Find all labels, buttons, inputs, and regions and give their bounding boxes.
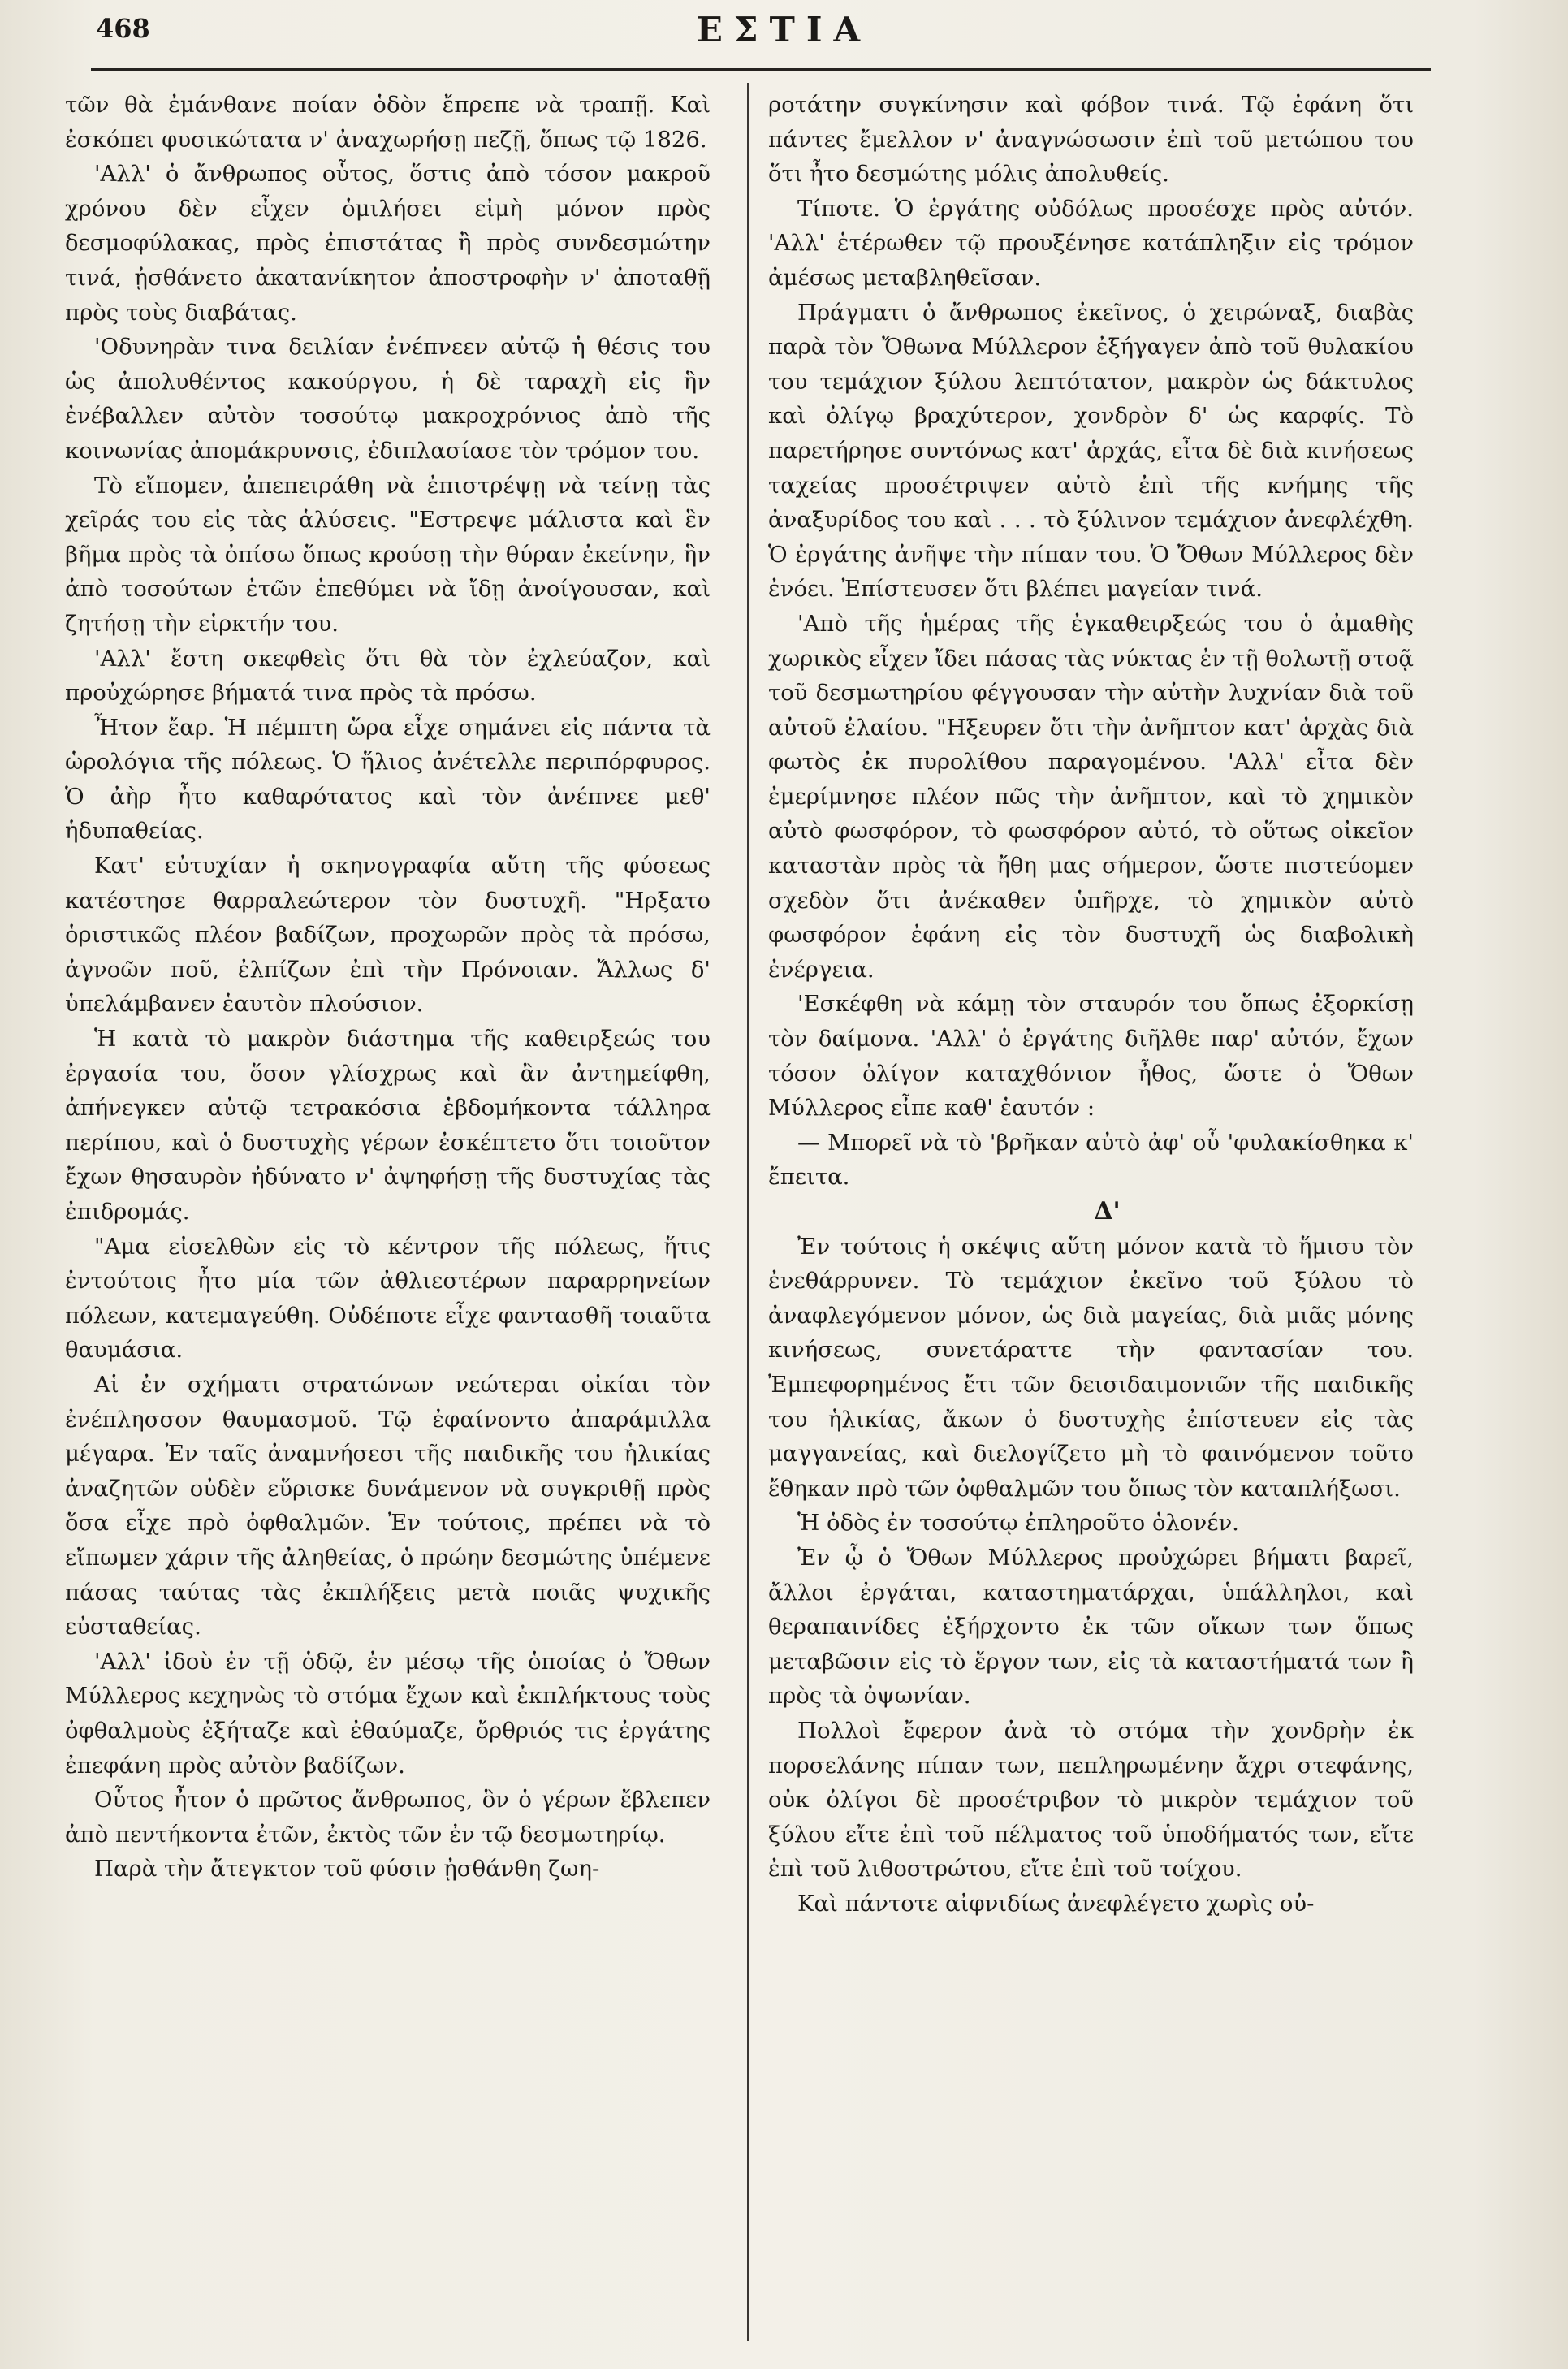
paragraph: Πολλοὶ ἔφερον ἀνὰ τὸ στόμα τὴν χονδρὴν ἐκ πορσελάνης πίπαν των, πεπληρωμένην ἄχρι στεφάνης, οὐκ ὀλίγοι δὲ προσέτριβον τὸ μικρὸν τεμάχιον τοῦ ξύλου εἴτε ἐπὶ τοῦ πέλματος τοῦ ὑποδήματός των, εἴτε ἐπὶ τοῦ λιθοστρώτου, εἴτε ἐπὶ τοῦ τοίχου. bbox=[768, 1717, 1414, 1883]
paragraph: Ἡ ὁδὸς ἐν τοσούτῳ ἐπληροῦτο ὁλονέν. bbox=[797, 1510, 1239, 1537]
right-column bbox=[768, 88, 1414, 1921]
paragraph: Παρὰ τὴν ἄτεγκτον τοῦ φύσιν ᾐσθάνθη ζωη- bbox=[94, 1856, 600, 1883]
paragraph: Κατ' εὐτυχίαν ἡ σκηνογραφία αὕτη τῆς φύσεως κατέστησε θαρραλεώτερον τὸν δυστυχῆ. "Ηρξατο ὁριστικῶς πλέον βαδίζων, προχωρῶν πρὸς τὰ πρόσω, ἀγνοῶν ποῦ, ἐλπίζων ἐπὶ τὴν Πρόνοιαν. Ἄλλως δ' ὑπελάμβανεν ἑαυτὸν πλούσιον. bbox=[65, 853, 711, 1018]
left-column bbox=[65, 88, 711, 1887]
paragraph: τῶν θὰ ἐμάνθανε ποίαν ὁδὸν ἔπρεπε νὰ τραπῇ. Καὶ ἐσκόπει φυσικώτατα ν' ἀναχωρήσῃ πεζῇ, ὅπως τῷ 1826. bbox=[65, 92, 711, 153]
paragraph: Καὶ πάντοτε αἰφνιδίως ἀνεφλέγετο χωρὶς οὐ- bbox=[797, 1890, 1315, 1917]
paragraph: 'Οδυνηρὰν τινα δειλίαν ἐνέπνεεν αὐτῷ ἡ θέσις του ὡς ἀπολυθέντος κακούργου, ἡ δὲ ταραχὴ εἰς ἣν ἐνέβαλλεν αὐτὸν τοσούτῳ μακροχρόνιος ἀπὸ τῆς κοινωνίας ἀπομάκρυνσις, ἐδιπλασίασε τὸν τρόμον του. bbox=[65, 334, 711, 464]
section-marker: Δ' bbox=[1094, 1197, 1121, 1226]
paragraph: Τίποτε. Ὁ ἐργάτης οὐδόλως προσέσχε πρὸς αὐτόν. 'Αλλ' ἑτέρωθεν τῷ προυξένησε κατάπληξιν εἰς τρόμον ἀμέσως μεταβληθεῖσαν. bbox=[768, 195, 1414, 291]
paragraph: 'Αλλ' ἰδοὺ ἐν τῇ ὁδῷ, ἐν μέσῳ τῆς ὁποίας ὁ Ὄθων Μύλλερος κεχηνὼς τὸ στόμα ἔχων καὶ ἐκπλήκτους τοὺς ὀφθαλμοὺς ἐξήταζε καὶ ἐθαύμαζε, ὄρθριός τις ἐργάτης ἐπεφάνη πρὸς αὐτὸν βαδίζων. bbox=[65, 1648, 711, 1779]
page-header bbox=[0, 5, 1568, 62]
dialogue-line: — Μπορεῖ νὰ τὸ 'βρῆκαν αὐτὸ ἀφ' οὗ 'φυλακίσθηκα κ' ἔπειτα. bbox=[768, 1129, 1414, 1191]
paragraph: "Αμα εἰσελθὼν εἰς τὸ κέντρον τῆς πόλεως, ἥτις ἐντούτοις ἦτο μία τῶν ἀθλιεστέρων παραρρηνείων πόλεων, κατεμαγεύθη. Οὐδέποτε εἶχε φαντασθῆ τοιαῦτα θαυμάσια. bbox=[65, 1233, 711, 1364]
paragraph: Ἐν ᾧ ὁ Ὄθων Μύλλερος προὐχώρει βήματι βαρεῖ, ἄλλοι ἐργάται, καταστηματάρχαι, ὑπάλληλοι, καὶ θεραπαινίδες ἐξήρχοντο ἐκ τῶν οἴκων των ὅπως μεταβῶσιν εἰς τὸ ἔργον των, εἰς τὰ καταστήματά των ἢ πρὸς τὰ ὀψωνίαν. bbox=[768, 1544, 1414, 1710]
paragraph: Ἡ κατὰ τὸ μακρὸν διάστημα τῆς καθειρξεώς του ἐργασία του, ὅσον γλίσχρως καὶ ἂν ἀντημείφθη, ἀπήνεγκεν αὐτῷ τετρακόσια ἑβδομήκοντα τάλληρα περίπου, καὶ ὁ δυστυχὴς γέρων ἐσκέπτετο ὅτι τοιοῦτον ἔχων θησαυρὸν ἠδύνατο ν' ἀψηφήσῃ τῆς δυστυχίας τὰς ἐπιδρομάς. bbox=[65, 1026, 711, 1225]
paragraph: 'Αλλ' ἔστη σκεφθεὶς ὅτι θὰ τὸν ἐχλεύαζον, καὶ προὐχώρησε βήματά τινα πρὸς τὰ πρόσω. bbox=[65, 645, 711, 707]
header-rule bbox=[91, 68, 1431, 71]
paragraph: 'Απὸ τῆς ἡμέρας τῆς ἐγκαθειρξεώς του ὁ ἀμαθὴς χωρικὸς εἶχεν ἴδει πάσας τὰς νύκτας ἐν τῇ θολωτῇ στοᾷ τοῦ δεσμωτηρίου φέγγουσαν τὴν αὐτὴν λυχνίαν διὰ τοῦ αὐτοῦ ἐλαίου. "Ηξευρεν ὅτι τὴν ἀνῆπτον κατ' ἀρχὰς διὰ φωτὸς ἐκ πυρολίθου παραγομένου. 'Αλλ' εἶτα δὲν ἐμερίμνησε πλέον πῶς τὴν ἀνῆπτον, καὶ τὸ χημικὸν αὐτὸ φωσφόρον, τὸ φωσφόρον αὐτό, τὸ οὕτως οἰκεῖον καταστὰν πρὸς τὰ ἤθη μας σήμερον, ὥστε πιστεύομεν σχεδὸν ὅτι ἀνέκαθεν ὑπῆρχε, τὸ χημικὸν αὐτὸ φωσφόρον ἐφάνη εἰς τὸν δυστυχῆ ὡς διαβολικὴ ἐνέργεια. bbox=[768, 610, 1414, 983]
page-number: 468 bbox=[96, 13, 150, 44]
paragraph: Οὗτος ἦτον ὁ πρῶτος ἄνθρωπος, ὃν ὁ γέρων ἔβλεπεν ἀπὸ πεντήκοντα ἐτῶν, ἐκτὸς τῶν ἐν τῷ δεσμωτηρίῳ. bbox=[65, 1787, 711, 1848]
paragraph: 'Αλλ' ὁ ἄνθρωπος οὗτος, ὅστις ἀπὸ τόσον μακροῦ χρόνου δὲν εἶχεν ὁμιλήσει εἰμὴ μόνον πρὸς δεσμοφύλακας, πρὸς ἐπιστάτας ἢ πρὸς συνδεσμώτην τινά, ᾐσθάνετο ἀκατανίκητον ἀποστροφὴν ν' ἀποταθῇ πρὸς τοὺς διαβάτας. bbox=[65, 161, 711, 326]
paragraph: Ἦτον ἔαρ. Ἡ πέμπτη ὥρα εἶχε σημάνει εἰς πάντα τὰ ὡρολόγια τῆς πόλεως. Ὁ ἥλιος ἀνέτελλε περιπόρφυρος. Ὁ ἀὴρ ἦτο καθαρότατος καὶ τὸν ἀνέπνεε μεθ' ἡδυπαθείας. bbox=[65, 714, 711, 845]
paragraph: Ἐν τούτοις ἡ σκέψις αὕτη μόνον κατὰ τὸ ἥμισυ τὸν ἐνεθάρρυνεν. Τὸ τεμάχιον ἐκεῖνο τοῦ ξύλου τὸ ἀναφλεγόμενον μόνον, ὡς διὰ μαγείας, διὰ μιᾶς μόνης κινήσεως, συνετάραττε τὴν φαντασίαν του. Ἐμπεφορημένος ἔτι τῶν δεισιδαιμονιῶν τῆς παιδικῆς του ἡλικίας, ἄκων ὁ δυστυχὴς ἐπίστευεν εἰς τὰς μαγγανείας, καὶ διελογίζετο μὴ τὸ φαινόμενον τοῦτο ἔθηκαν πρὸ τῶν ὀφθαλμῶν του ὅπως τὸν καταπλήξωσι. bbox=[768, 1233, 1414, 1502]
paragraph: ροτάτην συγκίνησιν καὶ φόβον τινά. Τῷ ἐφάνη ὅτι πάντες ἔμελλον ν' ἀναγνώσωσιν ἐπὶ τοῦ μετώπου του ὅτι ἦτο δεσμώτης μόλις ἀπολυθείς. bbox=[768, 92, 1414, 188]
column-divider bbox=[747, 83, 749, 2341]
paragraph: 'Εσκέφθη νὰ κάμῃ τὸν σταυρόν του ὅπως ἐξορκίσῃ τὸν δαίμονα. 'Αλλ' ὁ ἐργάτης διῆλθε παρ' αὐτόν, ἔχων τόσον ὀλίγον καταχθόνιον ἦθος, ὥστε ὁ Ὄθων Μύλλερος εἶπε καθ' ἑαυτόν : bbox=[768, 991, 1414, 1122]
paragraph: Τὸ εἴπομεν, ἀπεπειράθη νὰ ἐπιστρέψῃ νὰ τείνῃ τὰς χεῖράς του εἰς τὰς ἁλύσεις. "Εστρεψε μάλιστα καὶ ἓν βῆμα πρὸς τὰ ὀπίσω ὅπως κρούσῃ τὴν θύραν ἐκείνην, ἣν ἀπὸ τοσούτων ἐτῶν ἐπεθύμει νὰ ἴδῃ ἀνοίγουσαν, καὶ ζητήσῃ τὴν εἱρκτήν του. bbox=[65, 472, 711, 637]
paragraph: Πράγματι ὁ ἄνθρωπος ἐκεῖνος, ὁ χειρώναξ, διαβὰς παρὰ τὸν Ὄθωνα Μύλλερον ἐξήγαγεν ἀπὸ τοῦ θυλακίου του τεμάχιον ξύλου λεπτότατον, μακρὸν ὡς δάκτυλος καὶ ὀλίγῳ βραχύτερον, χονδρὸν δ' ὡς καρφίς. Τὸ παρετήρησε συντόνως κατ' ἀρχάς, εἶτα δὲ διὰ κινήσεως ταχείας προσέτριψεν αὐτὸ ἐπὶ τῆς κνήμης τῆς ἀναξυρίδος του καὶ . . . τὸ ξύλινον τεμάχιον ἀνεφλέχθη. Ὁ ἐργάτης ἀνῆψε τὴν πίπαν του. Ὁ Ὄθων Μύλλερος δὲν ἐνόει. Ἐπίστευσεν ὅτι βλέπει μαγείαν τινά. bbox=[768, 299, 1414, 603]
paragraph: Αἱ ἐν σχήματι στρατώνων νεώτεραι οἰκίαι τὸν ἐνέπλησσον θαυμασμοῦ. Τῷ ἐφαίνοντο ἀπαράμιλλα μέγαρα. Ἐν ταῖς ἀναμνήσεσι τῆς παιδικῆς του ἡλικίας ἀναζητῶν οὐδὲν εὕρισκε δυνάμενον νὰ συγκριθῇ πρὸς ὅσα εἶχε πρὸ ὀφθαλμῶν. Ἐν τούτοις, πρέπει νὰ τὸ εἴπωμεν χάριν τῆς ἀληθείας, ὁ πρώην δεσμώτης ὑπέμενε πάσας ταύτας τὰς ἐκπλήξεις μετὰ ποιᾶς ψυχικῆς εὐσταθείας. bbox=[65, 1371, 711, 1641]
running-title: ΕΣΤΙΑ bbox=[696, 10, 872, 50]
